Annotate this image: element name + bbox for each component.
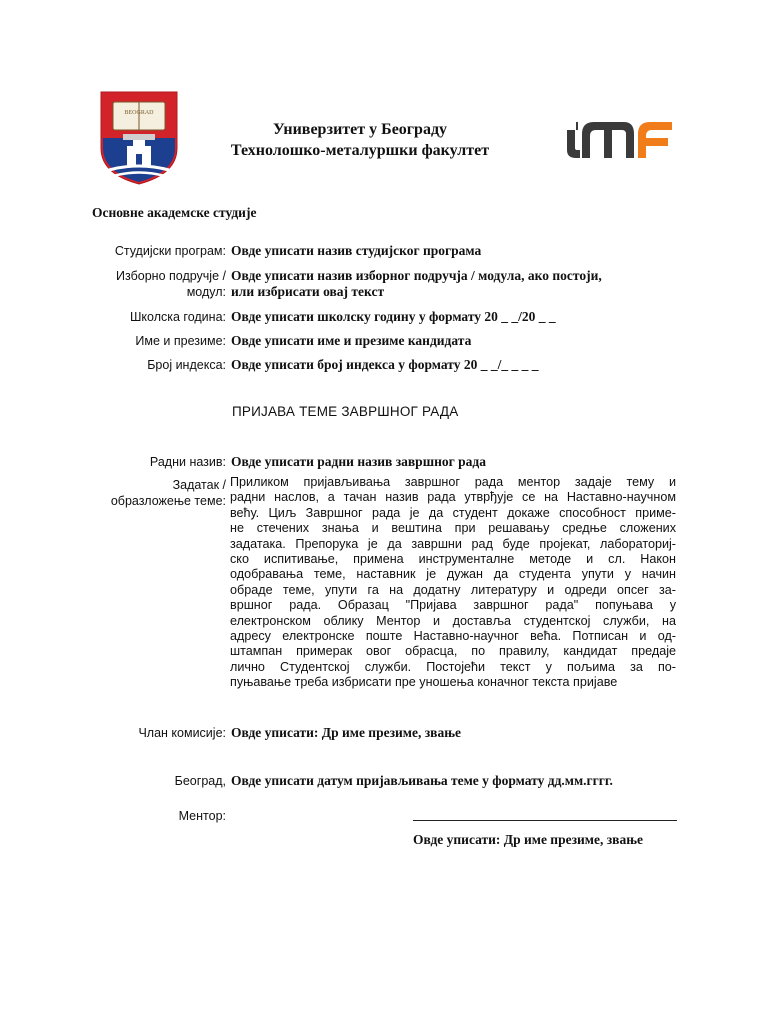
index-label: Број индекса: [147, 358, 226, 372]
mentor-label: Ментор: [178, 809, 226, 823]
program-value: Овде уписати назив студијског програма [231, 243, 482, 258]
task-line: електронском облику Ментор и доставља студентској служби, на [230, 613, 676, 628]
task-line: ско испитивање, примена инструменталне методе и сл. Након [230, 552, 676, 567]
name-label: Име и презиме: [135, 334, 226, 348]
module-value-line2: или избрисати овај текст [231, 284, 385, 299]
task-line: радни наслов, а тачан назив рада утврђује се на Наставно-научном [230, 490, 676, 505]
committee-value: Овде уписати: Др име презиме, звање [231, 725, 461, 740]
tmf-logo [550, 114, 672, 160]
task-line: одобравања теме, наставник је дужан да студента упути у начин [230, 567, 676, 582]
module-label-line1: Изборно подручје / [116, 269, 226, 283]
school-year-value: Овде уписати школску годину у формату 20 _ _/20 _ _ [231, 309, 556, 324]
task-description [230, 475, 676, 691]
task-line: адресу електронске поште Наставно-научног већа. Потписан и од- [230, 629, 676, 644]
date-label: Београд, [174, 774, 226, 788]
task-line: задатака. Препорука је да завршни рад буде пројекат, лабораториј- [230, 536, 676, 551]
date-value: Овде уписати датум пријављивања теме у формату дд.мм.гггг. [231, 773, 613, 788]
work-title-label: Радни назив: [149, 455, 226, 469]
task-line: не стечених знања и вештина при решавању средње сложених [230, 521, 676, 536]
name-value: Овде уписати име и презиме кандидата [231, 333, 472, 348]
module-label-line2: модул: [186, 285, 226, 299]
faculty-name: Технолошко-металуршки факултет [230, 142, 490, 159]
form-title: ПРИЈАВА ТЕМЕ ЗАВРШНОГ РАДА [232, 404, 459, 419]
task-line: Приликом пријављивања завршног рада ментор задаје тему и [230, 475, 676, 489]
program-label: Студијски програм: [114, 244, 226, 258]
task-label-line1: Задатак / [172, 478, 226, 492]
school-year-label: Школска година: [129, 310, 226, 324]
module-value-line1: Овде уписати назив изборног подручја / модула, ако постоји, [231, 268, 602, 283]
study-level: Основне академске студије [92, 205, 257, 220]
task-line: пуњавање треба избрисати пре уношења коначног текста пријаве [230, 675, 618, 690]
task-line: вршног рада. Образац "Пријава завршног рада" попуњава у [230, 598, 676, 613]
task-line: лично Студентској служби. Постојећи текст у пољима за по- [230, 659, 676, 674]
crest-text: BEOGRAD [124, 110, 154, 116]
task-label-line2: образложење теме: [110, 494, 226, 508]
task-line: штампан примерак овог обрасца, по правилу, кандидат предаје [230, 644, 676, 659]
work-title-value: Овде уписати радни назив завршног рада [231, 454, 486, 469]
index-value: Овде уписати број индекса у формату 20 _ _/_ _ _ _ [231, 357, 539, 372]
mentor-signature-line [413, 820, 677, 821]
university-name: Универзитет у Београду [272, 121, 448, 138]
committee-label: Члан комисије: [138, 726, 226, 740]
institution-title [160, 119, 560, 161]
task-line: већу. Циљ Завршног рада је да студент докаже способност приме- [230, 505, 676, 520]
task-line: обраде теме, упути га на додатну литературу и одреди опсег за- [230, 582, 676, 597]
mentor-name: Овде уписати: Др име презиме, звање [413, 832, 643, 847]
